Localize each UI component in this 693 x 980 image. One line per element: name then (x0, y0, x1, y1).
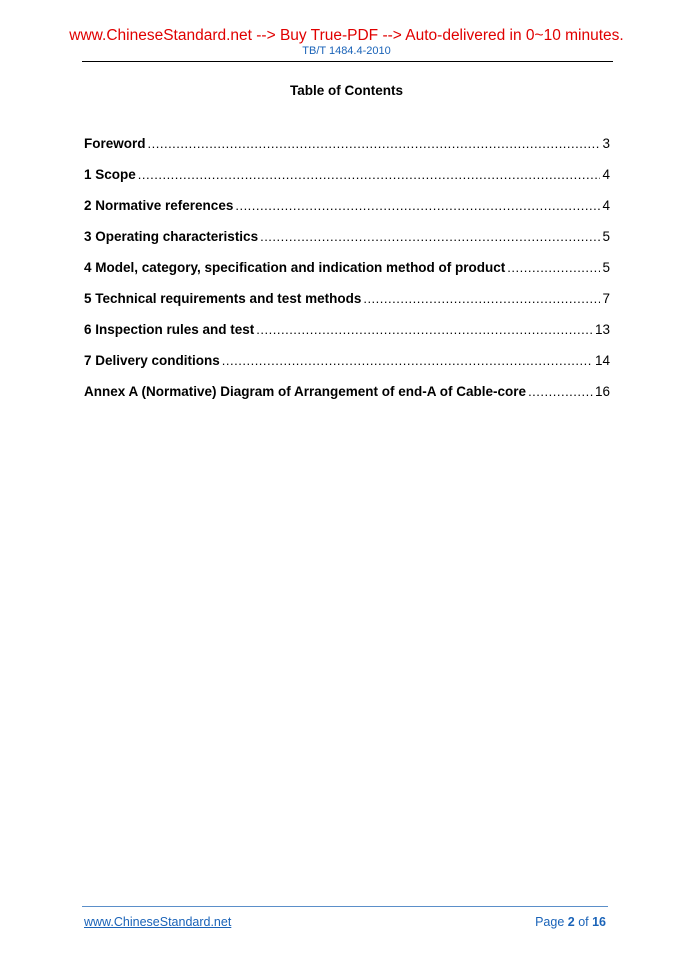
toc-entry-page: 3 (602, 136, 610, 151)
toc-entry-page: 14 (594, 353, 610, 368)
toc-entry-label: Foreword (84, 136, 146, 151)
toc-entry-label: 7 Delivery conditions (84, 353, 220, 368)
toc-entry-page: 7 (602, 291, 610, 306)
toc-entry-annex-a[interactable] (84, 384, 610, 415)
toc-entry-page: 5 (602, 260, 610, 275)
toc-entry-operating-characteristics[interactable] (84, 229, 610, 260)
toc-entry-label: 2 Normative references (84, 198, 234, 213)
toc-leader-dots (507, 260, 600, 275)
toc-entry-model-category[interactable] (84, 260, 610, 291)
toc-entry-scope[interactable] (84, 167, 610, 198)
toc-entry-label: 4 Model, category, specification and indication method of product (84, 260, 506, 275)
toc-leader-dots (235, 198, 600, 213)
toc-leader-dots (148, 136, 601, 151)
table-of-contents (84, 136, 610, 415)
page-of: of (574, 915, 593, 929)
toc-leader-dots (363, 291, 600, 306)
toc-entry-page: 5 (602, 229, 610, 244)
toc-entry-label: 1 Scope (84, 167, 136, 182)
toc-entry-page: 13 (594, 322, 610, 337)
toc-entry-label: Annex A (Normative) Diagram of Arrangement of end-A of Cable-core (84, 384, 527, 399)
document-number: TB/T 1484.4-2010 (302, 45, 391, 57)
toc-entry-foreword[interactable] (84, 136, 610, 167)
toc-entry-delivery-conditions[interactable] (84, 353, 610, 384)
toc-entry-label: 3 Operating characteristics (84, 229, 259, 244)
header-banner-link[interactable]: www.ChineseStandard.net --> Buy True-PDF --> Auto-delivered in 0~10 minutes. (69, 27, 624, 44)
header-divider (82, 61, 613, 62)
page-title: Table of Contents (290, 83, 403, 98)
toc-entry-technical-requirements[interactable] (84, 291, 610, 322)
toc-leader-dots (138, 167, 601, 182)
footer-site-link[interactable]: www.ChineseStandard.net (84, 915, 232, 929)
toc-entry-label: 5 Technical requirements and test methods (84, 291, 362, 306)
footer-page-indicator (535, 915, 606, 929)
toc-entry-label: 6 Inspection rules and test (84, 322, 255, 337)
toc-leader-dots (256, 322, 593, 337)
toc-entry-page: 4 (602, 198, 610, 213)
toc-entry-inspection-rules[interactable] (84, 322, 610, 353)
toc-entry-page: 4 (602, 167, 610, 182)
footer-divider (82, 906, 608, 907)
page-total: 16 (592, 915, 606, 929)
page-prefix: Page (535, 915, 568, 929)
page-current: 2 (567, 915, 575, 929)
toc-entry-page: 16 (594, 384, 610, 399)
toc-leader-dots (528, 384, 593, 399)
toc-entry-normative-references[interactable] (84, 198, 610, 229)
toc-leader-dots (260, 229, 600, 244)
toc-leader-dots (222, 353, 593, 368)
